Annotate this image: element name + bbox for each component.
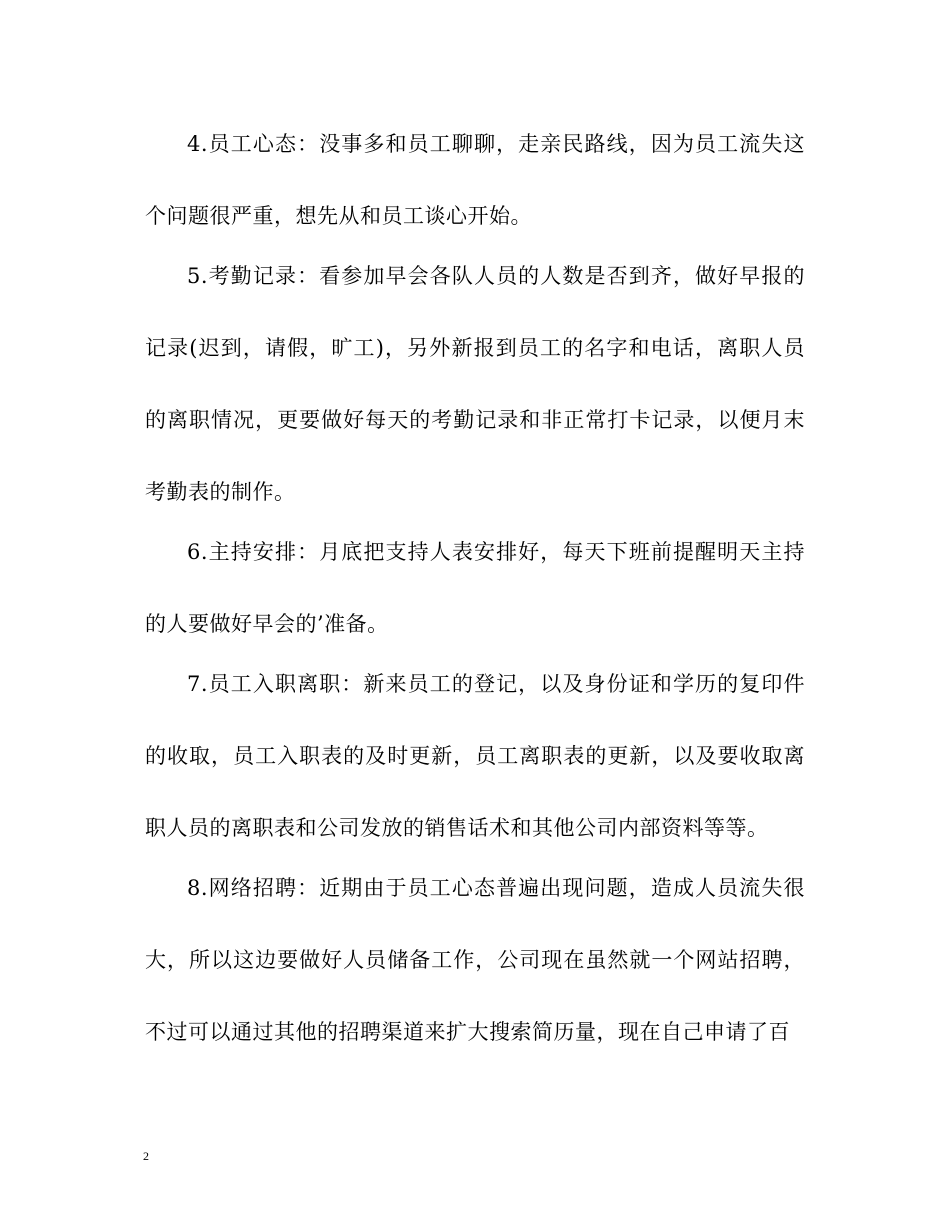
paragraph-onboarding-offboarding: 7.员工入职离职：新来员工的登记，以及身份证和学历的复印件的收取，员工入职表的及时更新，员工离职表的更新，以及要收取离职人员的离职表和公司发放的销售话术和其他公司内部资料等等。	[145, 672, 805, 840]
page-number: 2	[143, 1149, 149, 1163]
paragraph-employee-mindset: 4.员工心态：没事多和员工聊聊，走亲民路线，因为员工流失这个问题很严重，想先从和员工谈心开始。	[145, 132, 805, 228]
paragraph-online-recruitment: 8.网络招聘：近期由于员工心态普遍出现问题，造成人员流失很大，所以这边要做好人员储备工作，公司现在虽然就一个网站招聘，不过可以通过其他的招聘渠道来扩大搜索简历量，现在自己申请了百	[145, 876, 805, 1044]
paragraph-attendance-records: 5.考勤记录：看参加早会各队人员的人数是否到齐，做好早报的记录(迟到，请假，旷工)，另外新报到员工的名字和电话，离职人员的离职情况，更要做好每天的考勤记录和非正常打卡记录，以便月末考勤表的制作。	[145, 264, 805, 504]
paragraph-host-arrangement: 6.主持安排：月底把支持人表安排好，每天下班前提醒明天主持的人要做好早会的’准备。	[145, 540, 805, 636]
